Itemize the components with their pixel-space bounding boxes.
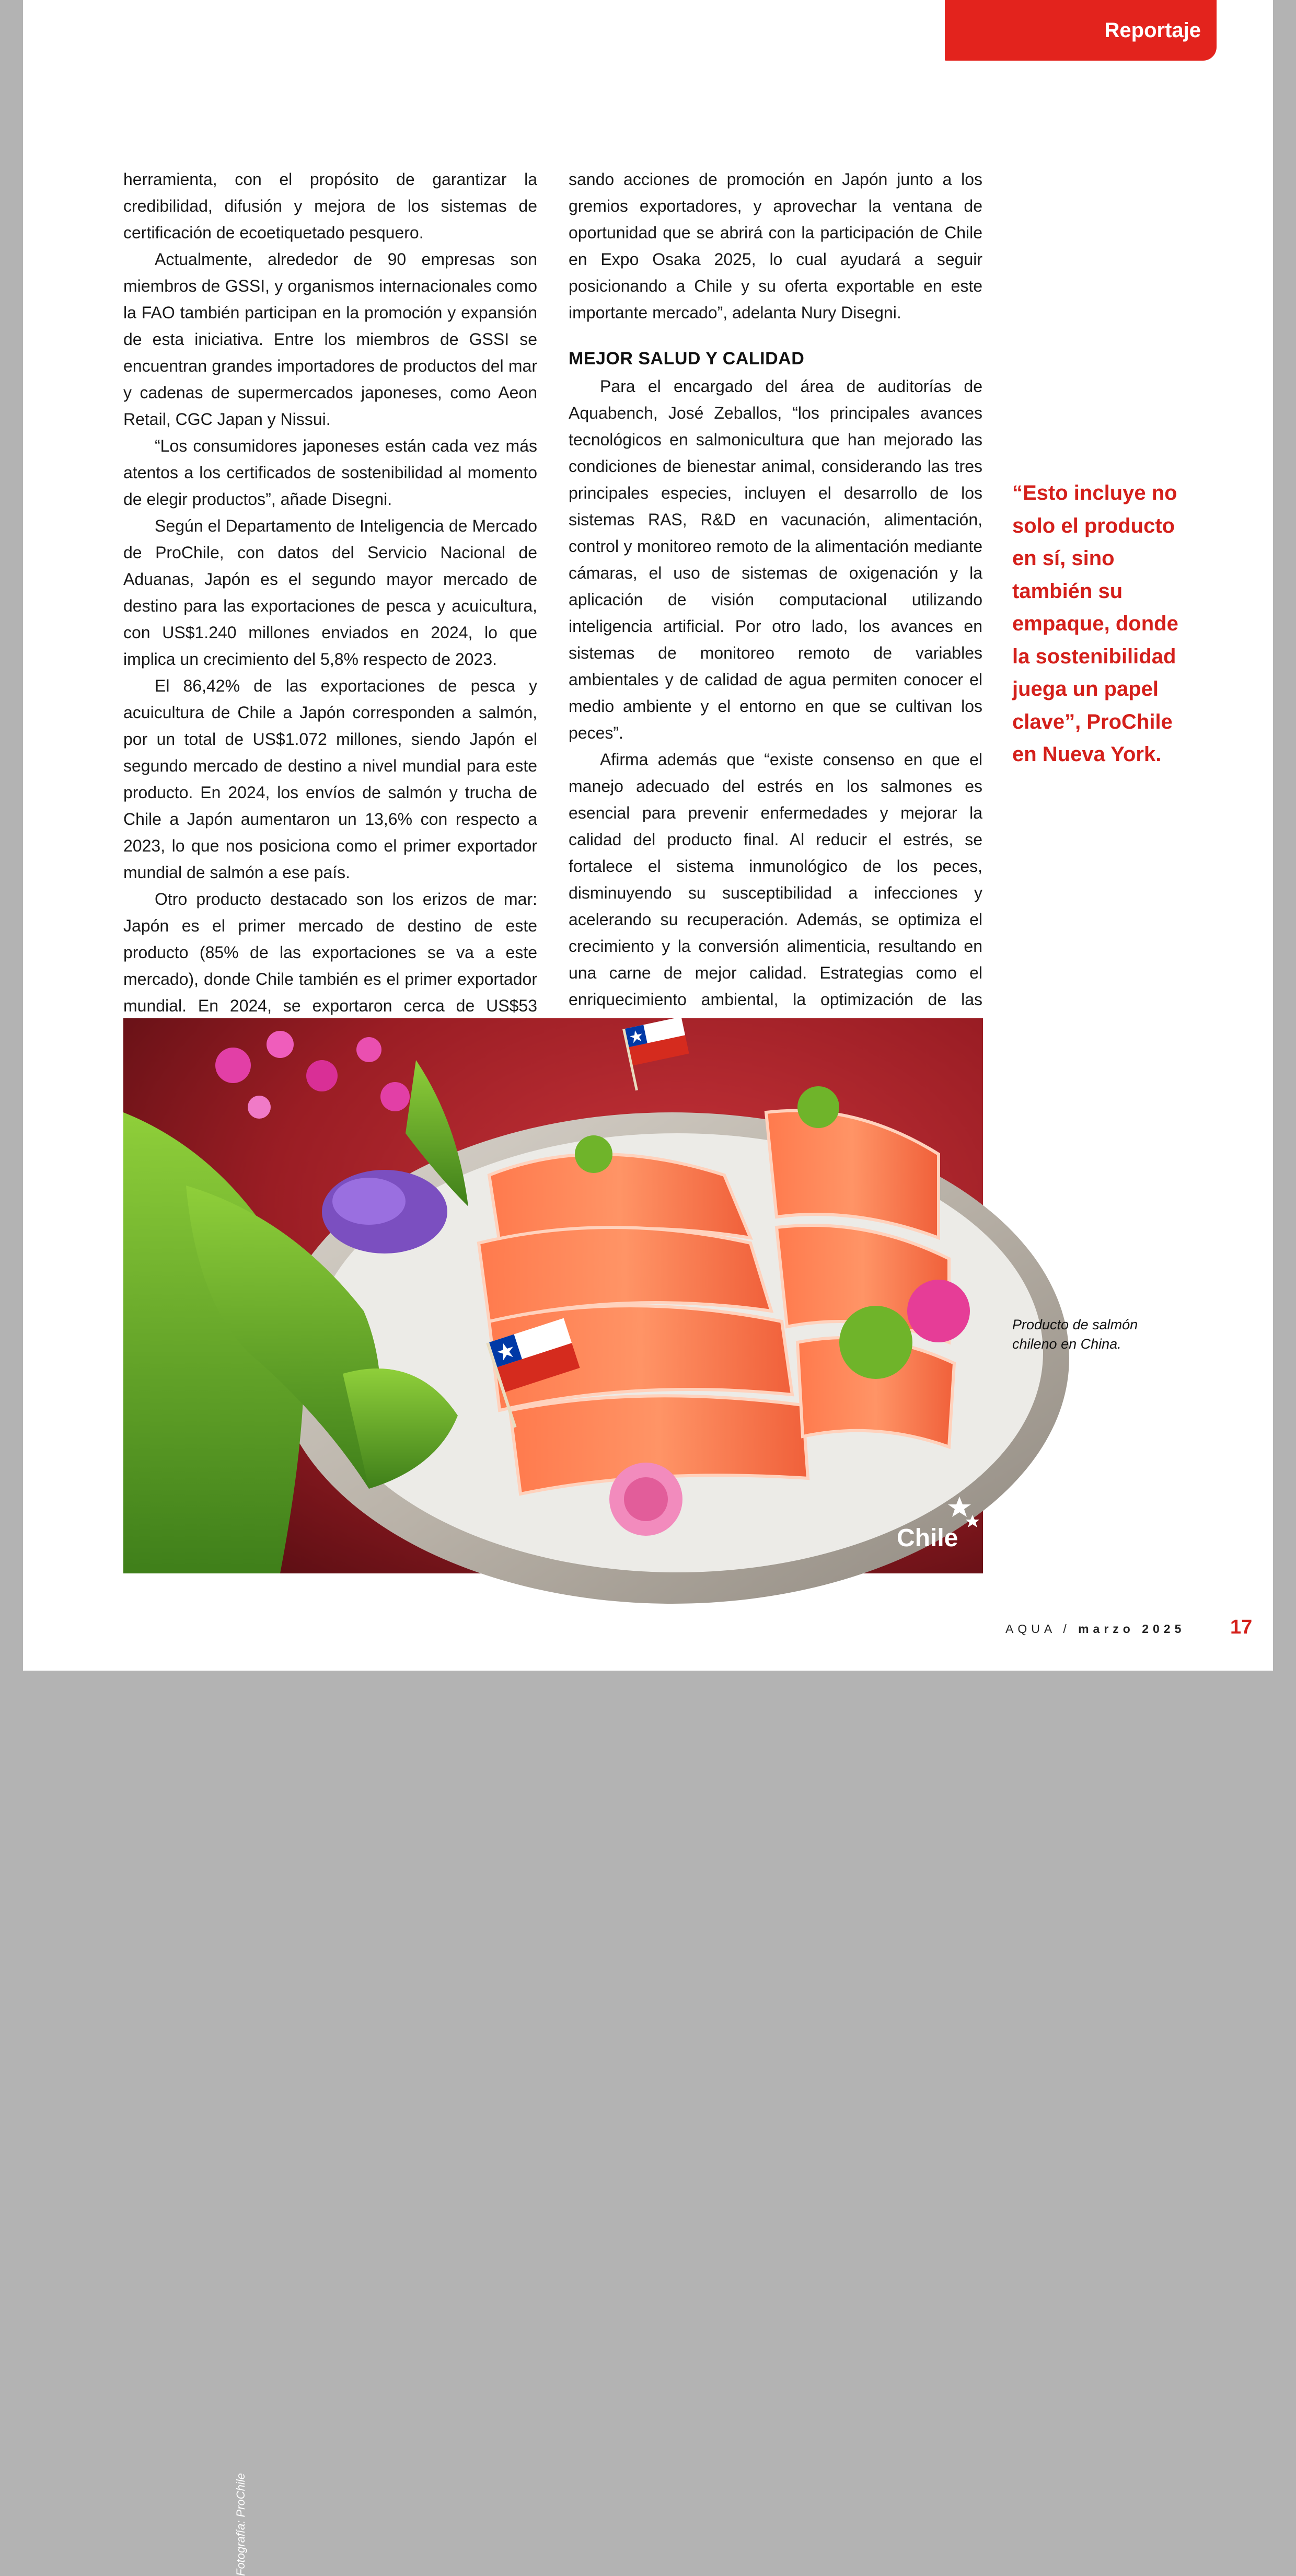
paragraph: “Los consumidores japoneses están cada vez más atentos a los certificados de sostenibilidad al momento de elegir productos”, añade Disegni. [123,436,537,509]
section-tab: Reportaje [945,0,1217,61]
paragraph: sando acciones de promoción en Japón junto a los gremios exportadores, y aprovechar la ventana de oportunidad que se abrirá con la participación de Chile en Expo Osaka 2025, lo cual ayudará a seguir posicionando a Chile y su oferta exportable en este importante mercado”, adelanta Nury Disegni. [569,170,982,322]
paragraph: Para el encargado del área de auditorías de Aquabench, José Zeballos, “los principales avances tecnológicos en salmonicultura que han mejorado las condiciones de bienestar animal, considerando las tres principales especies, incluyen el desarrollo de los sistemas RAS, R&D en vacunación, alimentación, control y monitoreo remoto de la alimentación mediante cámaras, el uso de sistemas de oxigenación y la aplicación de visión computacional utilizando inteligencia artificial. Por otro lado, los avances en sistemas de monitoreo remoto de variables ambientales y de calidad de agua permiten conocer el medio ambiente y el entorno en que se cultivan los peces”. [569,377,982,742]
subheading: MEJOR SALUD Y CALIDAD [569,349,805,369]
paragraph: El 86,42% de las exportaciones de pesca y acuicultura de Chile a Japón corresponden a salmón, por un total de US$1.072 millones, siendo Japón el segundo mercado de destino a nivel mundial para este producto. En 2024, los envíos de salmón y trucha de Chile a Japón aumentaron un 13,6% con respecto a 2023, lo que nos posiciona como el primer exportador mundial de salmón a ese país. [123,676,537,882]
salmon-photo [123,1018,983,2576]
photo-caption: Producto de salmón chileno en China. [1012,1317,1138,1352]
magazine-page [23,0,1273,2576]
paragraph: Otro producto destacado son los erizos de mar: Japón es el primer mercado de destino de este producto (85% de las exportaciones se va a este mercado), donde Chile también es el primer exportador mundial. En 2024, se exportaron cerca de US$53 [123,890,537,1015]
text-column-left [123,166,537,1126]
paragraph: Afirma además que “existe consenso en que el manejo adecuado del estrés en los salmones es esencial para prevenir enfermedades y mejorar la calidad del producto final. Al reducir el estrés, se fortalece el sistema inmunológico de los peces, disminuyendo su susceptibilidad a infecciones y acelerando su recuperación. Además, se optimiza el crecimiento y la conversión alimenticia, resultando en una carne de mejor calidad. Estrategias como el enriquecimiento ambiental, la optimización de las [569,750,982,1009]
pull-quote: “Esto incluye no solo el producto en sí, sino también su empaque, donde la sostenibilidad juega un papel clave”, ProChile en Nueva York. [1012,481,1178,766]
issue-date: marzo 2025 [1078,1622,1186,1636]
paragraph: Actualmente, alrededor de 90 empresas son miembros de GSSI, y organismos internacionales como la FAO también participan en la promoción y expansión de esta iniciativa. Entre los miembros de GSSI se encuentran grandes importadores de productos del mar y cadenas de supermercados japoneses, como Aeon Retail, CGC Japan y Nissui. [123,250,537,429]
chile-logo-text: Chile [897,1524,958,1552]
photo-credit: Fotografía: ProChile [234,2473,247,2576]
salmon-platter-illustration [123,1018,983,1573]
footer-separator: / [1063,1622,1071,1636]
magazine-name: AQUA [1005,1622,1056,1636]
page-number: 17 [1230,1616,1253,1638]
footer-magazine [1005,1622,1185,1636]
paragraph: Según el Departamento de Inteligencia de Mercado de ProChile, con datos del Servicio Nacional de Aduanas, Japón es el segundo mayor mercado de destino para las exportaciones de pesca y acuicultura, con US$1.240 millones enviados en 2024, lo que implica un crecimiento del 5,8% respecto de 2023. [123,516,537,669]
paragraph: herramienta, con el propósito de garantizar la credibilidad, difusión y mejora de los sistemas de certificación de ecoetiquetado pesquero. [123,170,537,242]
